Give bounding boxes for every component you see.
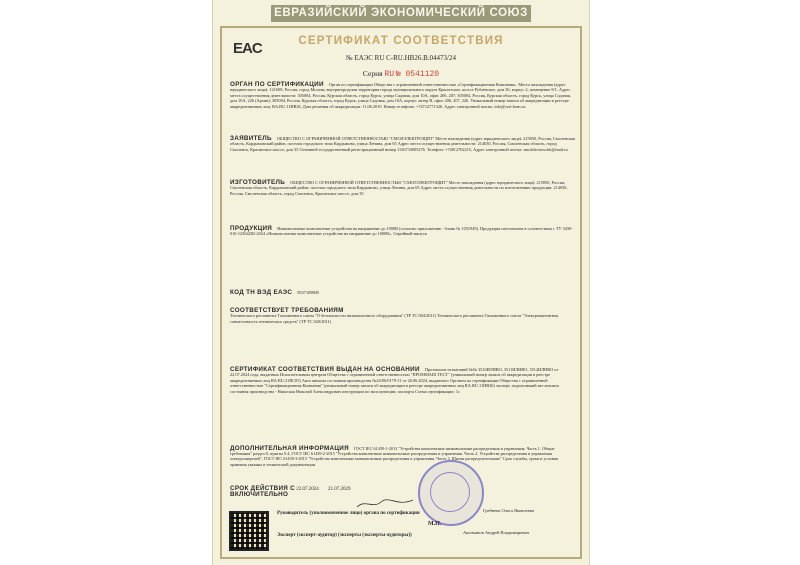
stamp-mp: М.П. [428, 521, 442, 527]
organ-seal-stamp [418, 460, 484, 526]
certificate-page [213, 0, 589, 565]
validity-from: 22.07.2024 [296, 487, 319, 492]
organ-section [230, 82, 575, 109]
product-text: Низковольтные комплектные устройства на напряжение до 1000В (согласно приложению - бланк № 1031949). Продукция изготовлена в соответствии с ТУ 3430-016-12364282-2024 «Низковольтные комплектные устройства на напряжение до 1000В». Серийный выпуск [230, 226, 573, 237]
organ-label: ОРГАН ПО СЕРТИФИКАЦИИ [230, 81, 324, 88]
product-section [230, 226, 575, 237]
manufacturer-label: ИЗГОТОВИТЕЛЬ [230, 179, 286, 186]
product-label: ПРОДУКЦИЯ [230, 225, 273, 232]
manufacturer-section [230, 180, 575, 196]
additional-text: ГОСТ IEC 61439-1-2013 "Устройства комплектные низковольтные распределения и управления. Часть 1. Общие требования" раздел 8, пункты 9.4, ГОСТ IEC 61439-2-2015 "Устройства комплектные низковольтные распределения и управления. Часть 2. Устройства распределения и управления электроэнергией", ГОСТ IEC 61439-3-2015 "Устройства комплектные низковольтные распределения и управления. Часть 3. Щитки распределительные" Срок службы, сроки и условия хранения указаны в технической документации. [230, 446, 558, 467]
additional-label: ДОПОЛНИТЕЛЬНАЯ ИНФОРМАЦИЯ [230, 445, 349, 452]
eac-logo: EAC [233, 40, 262, 57]
requirements-label: СООТВЕТСТВУЕТ ТРЕБОВАНИЯМ [230, 307, 344, 314]
code-value: 8537109800 [297, 290, 319, 295]
head-name: Гребнева Ольга Яковлевна [483, 508, 535, 513]
additional-section [230, 446, 575, 467]
code-label: КОД ТН ВЭД ЕАЭС [230, 289, 293, 296]
organ-text: Орган по сертификации Общества с ограниченной ответственностью «Сертификационная Компания». Место нахождения (адрес юридического лица): 121609, Россия, город Москва, внутригородская территория города муниципального округа Крылатское, шоссе Рублёвское, дом 36, корпус 2, помещение 8/1. Адрес места осуществления деятельности: 305004, Россия, Курская область, город Курск, улица Садовая, дом 10А, офис 206, 207; 305004, Россия, Курская область, город Курск, улица Садовая, дом 10А, 226 (Архив); 305004, Россия, Курская область, город Курск, улица Садовая, дом 10А, корпус литер В, офис 206, 207, 226. Уникальный номер записи об аккредитации в реестре аккредитованных лиц: RA.RU.11НВ26. Дата решения об аккредитации: 11.06.2019. Номер телефона: +74712771326. Адрес электронной почты: info@sert-kom.ru. [230, 82, 571, 109]
basis-text: Протоколов испытаний №№ 3510ИЛНВО, 3511ИЛНВО, 3512ИЛНВО от 22.07.2024 года, выданных Испытательным центром Общества с ограниченной ответственностью "ПРОММАШ ТЕСТ" (уникальный номер записи об аккредитации в реестре аккредитованных лиц RA.RU.21ВС05) Акта анализа состояния производства №24/06/0179-11 от 26.06.2024, выданного Органом по сертификации Общества с ограниченной ответственностью "Сертификационная Компания" (уникальный номер записи об аккредитации в реестре аккредитованных лиц RA.RU.11НВ26) эксперт, подписавший акт анализа состояния производства - Никоская Николай Александрович инструкции по эксплуатации; паспорта Схема сертификации: 1с [230, 367, 559, 394]
validity-to: 21.07.2029 [328, 487, 351, 492]
expert-signature-label: Эксперт (эксперт-аудитор) (эксперты (эксперты-аудиторы)) [277, 533, 412, 538]
requirements-section [230, 308, 575, 324]
applicant-section [230, 136, 575, 152]
series-label: Серия [362, 69, 383, 78]
basis-label: СЕРТИФИКАТ СООТВЕТСТВИЯ ВЫДАН НА ОСНОВАНИИ [230, 366, 420, 373]
certificate-series [213, 69, 589, 79]
applicant-text: ОБЩЕСТВО С ОГРАНИЧЕННОЙ ОТВЕТСТВЕННОСТЬЮ "СМОЛЭЛЕКТРОЩИТ" Место нахождения (адрес юридического лица): 215850, Россия, Смоленская область, Кардымовский район, поселок городского типа Кардымово, улица Ленина, дом 65 Адрес места осуществления деятельности: 214030, Россия, Смоленская область, город Смоленск, Красинское шоссе, дом 35 Основной государственный регистрационный номер 1136733005276. Телефон: +74812702215, Адрес электронной почты: smolelectroschit@mail.ru [230, 136, 575, 152]
manufacturer-text: ОБЩЕСТВО С ОГРАНИЧЕННОЙ ОТВЕТСТВЕННОСТЬЮ "СМОЛЭЛЕКТРОЩИТ" Место нахождения (адрес юридического лица): 215850, Россия, Смоленская область, Кардымовский район, поселок городского типа Кардымово, улица Ленина, дом 65 Адрес места осуществления деятельности по изготовлению продукции: 214030, Россия, Смоленская область, город Смоленск, Красинское шоссе, дом 35 [230, 180, 568, 196]
head-signature-label: Руководитель (уполномоченное лицо) органа по сертификации [277, 511, 420, 516]
validity-to-label: ВКЛЮЧИТЕЛЬНО [230, 491, 289, 499]
signature-scribble [355, 497, 415, 511]
union-banner: ЕВРАЗИЙСКИЙ ЭКОНОМИЧЕСКИЙ СОЮЗ [271, 5, 531, 22]
validity-from-label: СРОК ДЕЙСТВИЯ С [230, 485, 295, 492]
code-section [230, 290, 575, 295]
certificate-title: СЕРТИФИКАТ СООТВЕТСТВИЯ [298, 35, 504, 47]
requirements-text: Технического регламента Таможенного союза "О безопасности низковольтного оборудования" (ТР ТС 004/2011) Технического регламента Таможенного союза "Электромагнитная совместимость технических средств" (ТР ТС 020/2011) [230, 313, 558, 324]
applicant-label: ЗАЯВИТЕЛЬ [230, 135, 272, 142]
qr-code [229, 511, 269, 551]
series-number: № 0541120 [395, 70, 440, 79]
basis-section [230, 367, 575, 394]
series-code: RU [384, 70, 395, 79]
certificate-number: № ЕАЭС RU С-RU.НВ26.В.04473/24 [346, 54, 456, 62]
expert-name: Акопьянов Андрей Владимирович [463, 530, 530, 535]
